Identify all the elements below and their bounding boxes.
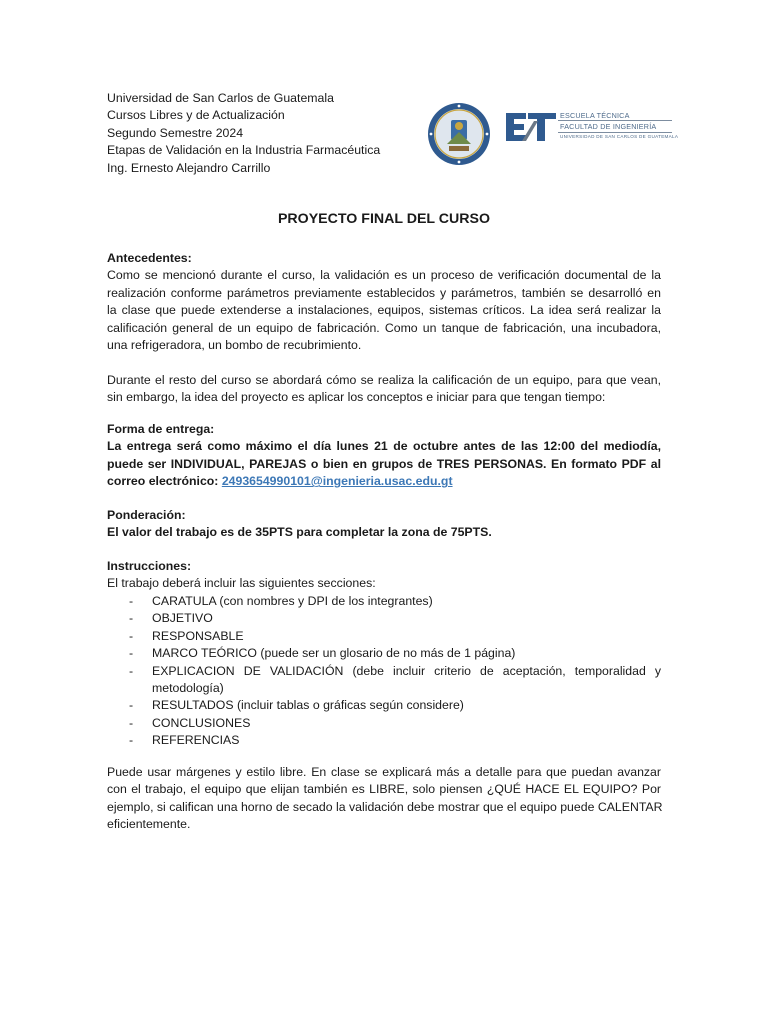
list-item [107,628,661,645]
paragraph-line: Puede usar márgenes y estilo libre. En clase se explicará más a detalle para que puedan avanzar [107,765,661,779]
list-dash: - [129,611,134,626]
et-divider [558,132,672,133]
et-university: UNIVERSIDAD DE SAN CARLOS DE GUATEMALA [560,134,679,139]
paragraph-line: eficientemente. [107,817,191,832]
et-divider [558,120,672,121]
list-item-text: RESPONSABLE [152,628,244,643]
list-dash: - [129,646,134,661]
course-name: Etapas de Validación en la Industria Farmacéutica [107,143,381,158]
et-monogram-icon [504,107,558,147]
usac-seal-logo [427,102,491,166]
email-label: correo electrónico: [107,474,222,489]
instrucciones-intro: El trabajo deberá incluir las siguientes secciones: [107,576,376,591]
course-type: Cursos Libres y de Actualización [107,108,285,123]
document-header [107,90,427,177]
instrucciones-section [107,558,661,593]
university-name: Universidad de San Carlos de Guatemala [107,91,334,105]
list-item-text: REFERENCIAS [152,733,240,748]
antecedentes-heading: Antecedentes: [107,251,192,265]
antecedentes-section [107,250,661,354]
list-item [107,732,661,749]
paragraph-line: una refrigeradora, un bombo de recubrimiento. [107,338,362,353]
list-dash: - [129,663,134,678]
list-dash: - [129,715,134,730]
ponderacion-heading: Ponderación: [107,508,186,522]
list-item-text: RESULTADOS (incluir tablas o gráficas según considere) [152,698,464,713]
entrega-section [107,421,661,491]
list-item [107,715,661,732]
paragraph-line: ejemplo, si califican una horno de secado la validación debe mostrar que el equipo puede CALENTAR [107,799,663,814]
instructor-name: Ing. Ernesto Alejandro Carrillo [107,160,271,175]
email-link[interactable]: 2493654990101@ingenieria.usac.edu.gt [221,474,453,489]
paragraph-line: realización conforme parámetros previamente establecidos y parámetros, también se desarrolló en [107,285,661,300]
list-item [107,593,661,610]
et-faculty: FACULTAD DE INGENIERÍA [560,122,657,131]
paragraph-line: Durante el resto del curso se abordará cómo se realiza la calificación de un equipo, para que vean, [107,373,661,387]
instrucciones-heading: Instrucciones: [107,559,192,573]
paragraph-line [107,473,661,490]
ponderacion-text: El valor del trabajo es de 35PTS para completar la zona de 75PTS. [107,525,492,540]
list-item-text: CARATULA (con nombres y DPI de los integrantes) [152,594,433,608]
paragraph-line: calificación general de un equipo de fabricación. Como un tanque de fabricación, una incubadora, [107,320,661,335]
list-item-text: CONCLUSIONES [152,715,251,730]
list-item-text: MARCO TEÓRICO (puede ser un glosario de no más de 1 página) [152,646,516,661]
resto-paragraph [107,372,661,407]
list-item [107,697,661,714]
escuela-tecnica-logo [504,107,679,147]
list-dash: - [129,733,134,748]
sections-list [107,593,661,750]
paragraph-line: la clase que puede extenderse a instalaciones, equipos, sistemas críticos. La idea será realizar la [107,303,661,318]
list-item [107,610,661,627]
list-item [107,645,661,662]
ponderacion-section [107,507,661,542]
paragraph-line: con el trabajo, el equipo que elijan también es LIBRE, solo piensen ¿QUÉ HACE EL EQUIPO? Por [107,782,661,797]
closing-paragraph [107,764,661,834]
paragraph-line: puede ser INDIVIDUAL, PAREJAS o bien en grupos de TRES PERSONAS. En formato PDF al [107,456,661,471]
list-dash: - [129,698,134,713]
semester: Segundo Semestre 2024 [107,125,244,140]
list-item-text: EXPLICACION DE VALIDACIÓN (debe incluir criterio de aceptación, temporalidad y metodología) [152,663,661,696]
paragraph-line: sin embargo, la idea del proyecto es aplicar los conceptos e iniciar para que tengan tiempo: [107,390,606,405]
document-title: PROYECTO FINAL DEL CURSO [277,211,491,227]
list-dash: - [129,628,134,643]
list-item [107,663,661,698]
et-name: ESCUELA TÉCNICA [560,111,630,120]
entrega-heading: Forma de entrega: [107,422,215,436]
paragraph-line: Como se mencionó durante el curso, la validación es un proceso de verificación documental de la [107,268,661,283]
list-item-text: OBJETIVO [152,611,213,626]
paragraph-line: La entrega será como máximo el día lunes 21 de octubre antes de las 12:00 del mediodía, [107,439,661,454]
list-dash: - [129,594,134,608]
